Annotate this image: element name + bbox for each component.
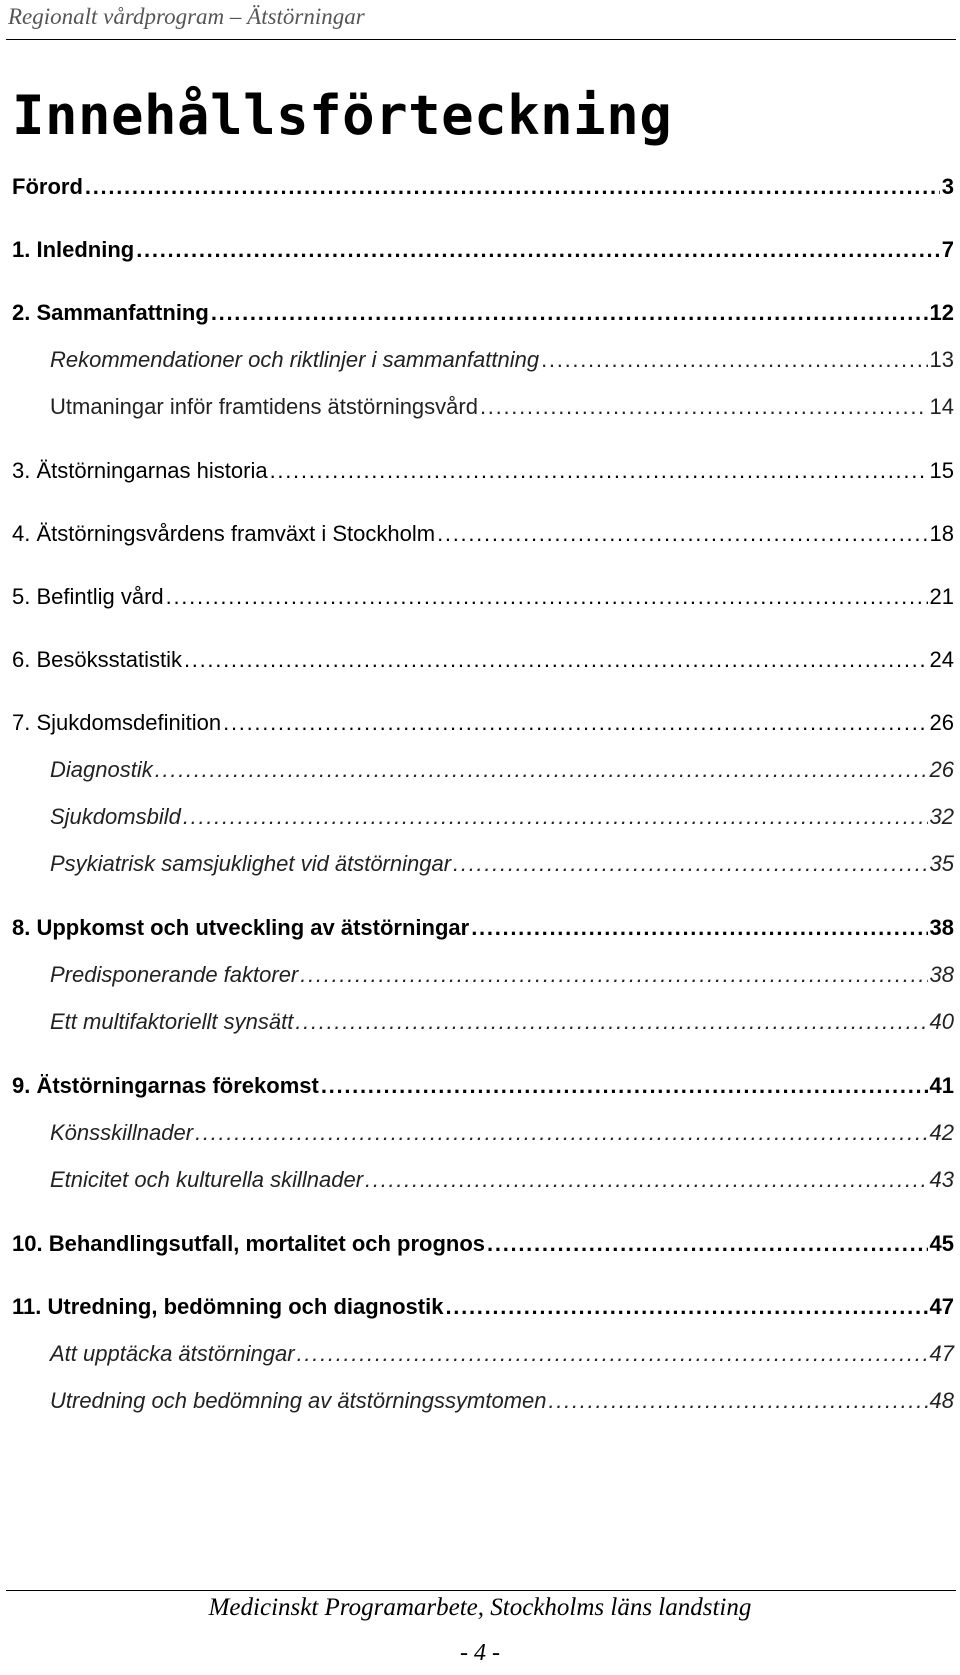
dot-leader <box>166 584 928 610</box>
toc-subentry[interactable] <box>50 962 954 988</box>
toc-entry[interactable] <box>12 237 954 263</box>
toc-entry-label: 9. Ätstörningarnas förekomst <box>12 1073 319 1098</box>
dot-leader <box>365 1167 927 1193</box>
toc-entry-label: Rekommendationer och riktlinjer i sammanfattning <box>50 347 540 372</box>
toc-subentry[interactable] <box>50 1120 954 1146</box>
toc-entry-page: 41 <box>929 1073 954 1098</box>
toc-entry-page: 32 <box>929 804 954 829</box>
toc-entry-label: Sjukdomsbild <box>50 804 181 829</box>
toc-entry[interactable] <box>12 174 954 200</box>
dot-leader <box>184 647 928 673</box>
toc-entry[interactable] <box>12 584 954 610</box>
dot-leader <box>487 1231 927 1257</box>
toc-entry-label: Könsskillnader <box>50 1120 194 1145</box>
dot-leader <box>549 1388 928 1414</box>
toc-entry-page: 38 <box>929 915 954 940</box>
footer-organization: Medicinskt Programarbete, Stockholms läns landsting <box>208 1594 752 1621</box>
toc-entry-label: 11. Utredning, bedömning och diagnostik <box>12 1294 444 1319</box>
toc-entry-label: Predisponerande faktorer <box>50 962 299 987</box>
toc-entry[interactable] <box>12 300 954 326</box>
footer-divider <box>6 1590 956 1591</box>
toc-entry-page: 47 <box>929 1341 954 1366</box>
toc-subentry[interactable] <box>50 757 954 783</box>
toc-entry-page: 3 <box>941 174 954 199</box>
toc-entry-label: Att upptäcka ätstörningar <box>50 1341 295 1366</box>
toc-subentry[interactable] <box>50 1167 954 1193</box>
toc-entry[interactable] <box>12 1294 954 1320</box>
toc-entry-page: 43 <box>929 1167 954 1192</box>
toc-entry-page: 12 <box>929 300 954 325</box>
toc-entry-label: Förord <box>12 174 83 199</box>
toc-entry-label: 4. Ätstörningsvårdens framväxt i Stockholm <box>12 521 436 546</box>
dot-leader <box>295 1009 927 1035</box>
dot-leader <box>183 804 928 830</box>
toc-entry[interactable] <box>12 521 954 547</box>
dot-leader <box>445 1294 927 1320</box>
dot-leader <box>155 757 928 783</box>
toc-subentry[interactable] <box>50 804 954 830</box>
toc-subentry[interactable] <box>50 1341 954 1367</box>
running-header: Regionalt vårdprogram – Ätstörningar <box>8 4 365 29</box>
dot-leader <box>211 300 928 326</box>
toc-entry-page: 47 <box>929 1294 954 1319</box>
toc-entry-page: 21 <box>929 584 954 609</box>
dot-leader <box>136 237 940 263</box>
toc-entry[interactable] <box>12 710 954 736</box>
toc-entry-label: 7. Sjukdomsdefinition <box>12 710 222 735</box>
dot-leader <box>300 962 927 988</box>
toc-entry-label: Etnicitet och kulturella skillnader <box>50 1167 364 1192</box>
toc-entry-page: 18 <box>929 521 954 546</box>
header-divider <box>6 39 956 40</box>
toc-entry-page: 35 <box>929 851 954 876</box>
toc-entry-page: 13 <box>929 347 954 372</box>
toc-entry[interactable] <box>12 458 954 484</box>
toc-entry-label: 3. Ätstörningarnas historia <box>12 458 268 483</box>
toc-entry-page: 7 <box>941 237 954 262</box>
toc-entry-label: 5. Befintlig vård <box>12 584 164 609</box>
toc-entry-page: 24 <box>929 647 954 672</box>
toc-entry-label: 10. Behandlingsutfall, mortalitet och prognos <box>12 1231 486 1256</box>
toc-subentry[interactable] <box>50 851 954 877</box>
toc-entry-label: 6. Besöksstatistik <box>12 647 182 672</box>
toc-entry[interactable] <box>12 915 954 941</box>
page-number: - 4 - <box>460 1640 500 1666</box>
toc-subentry[interactable] <box>50 1388 954 1414</box>
toc-entry-label: 2. Sammanfattning <box>12 300 209 325</box>
toc-entry-label: Ett multifaktoriellt synsätt <box>50 1009 294 1034</box>
toc-entry-page: 40 <box>929 1009 954 1034</box>
toc-entry-page: 26 <box>929 710 954 735</box>
dot-leader <box>223 710 927 736</box>
dot-leader <box>437 521 927 547</box>
toc-subentry[interactable] <box>50 1009 954 1035</box>
dot-leader <box>480 394 928 420</box>
toc-entry[interactable] <box>12 1073 954 1099</box>
dot-leader <box>471 915 927 941</box>
toc-entry-label: Utmaningar inför framtidens ätstörningsvård <box>50 394 478 419</box>
dot-leader <box>541 347 927 373</box>
toc-subentry[interactable] <box>50 347 954 373</box>
dot-leader <box>270 458 928 484</box>
toc-entry-label: 8. Uppkomst och utveckling av ätstörningar <box>12 915 470 940</box>
dot-leader <box>297 1341 928 1367</box>
toc-entry-label: Utredning och bedömning av ätstörningssymtomen <box>50 1388 547 1413</box>
toc-entry-label: Diagnostik <box>50 757 153 782</box>
toc-subentry[interactable] <box>50 394 954 420</box>
toc-entry[interactable] <box>12 647 954 673</box>
dot-leader <box>453 851 927 877</box>
toc-entry-page: 42 <box>929 1120 954 1145</box>
page-title: Innehållsförteckning <box>12 84 673 147</box>
toc-entry-page: 48 <box>929 1388 954 1413</box>
toc-entry-page: 15 <box>929 458 954 483</box>
toc-entry-page: 45 <box>929 1231 954 1256</box>
toc-entry-page: 38 <box>929 962 954 987</box>
dot-leader <box>85 174 940 200</box>
toc-entry[interactable] <box>12 1231 954 1257</box>
dot-leader <box>195 1120 927 1146</box>
toc-entry-page: 26 <box>929 757 954 782</box>
toc-entry-label: Psykiatrisk samsjuklighet vid ätstörningar <box>50 851 452 876</box>
toc-entry-page: 14 <box>929 394 954 419</box>
dot-leader <box>321 1073 928 1099</box>
toc-entry-label: 1. Inledning <box>12 237 135 262</box>
